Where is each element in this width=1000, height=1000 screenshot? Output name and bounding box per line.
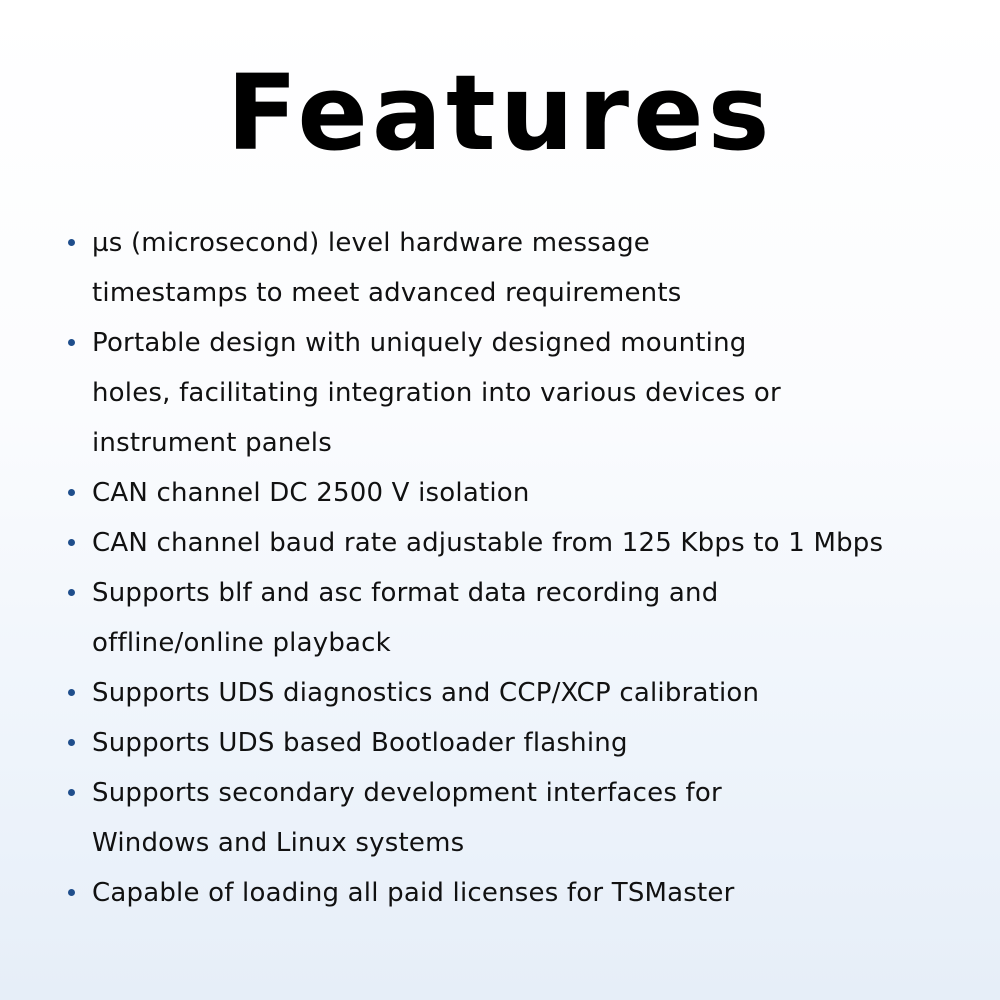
- feature-item: [66, 768, 986, 868]
- feature-line: Supports secondary development interfaces for: [92, 778, 722, 808]
- feature-item: [66, 668, 986, 718]
- feature-item: [66, 718, 986, 768]
- bullet-dot-icon: [68, 539, 75, 546]
- bullet-dot-icon: [68, 339, 75, 346]
- feature-line: holes, facilitating integration into various devices or: [92, 378, 781, 408]
- features-list: [66, 218, 986, 918]
- page-title: Features: [226, 52, 774, 174]
- feature-line: Supports blf and asc format data recording and: [92, 578, 719, 608]
- feature-item: [66, 568, 986, 668]
- feature-line: Supports UDS based Bootloader flashing: [92, 728, 628, 758]
- bullet-dot-icon: [68, 239, 75, 246]
- feature-line: offline/online playback: [92, 628, 391, 658]
- feature-item: [66, 218, 986, 318]
- bullet-dot-icon: [68, 489, 75, 496]
- feature-item: [66, 318, 986, 468]
- feature-line: µs (microsecond) level hardware message: [92, 228, 650, 258]
- bullet-dot-icon: [68, 739, 75, 746]
- feature-item: [66, 518, 986, 568]
- feature-line: Windows and Linux systems: [92, 828, 465, 858]
- feature-item: [66, 868, 986, 918]
- feature-line: Capable of loading all paid licenses for TSMaster: [92, 878, 735, 908]
- feature-line: CAN channel DC 2500 V isolation: [92, 478, 530, 508]
- feature-line: instrument panels: [92, 428, 332, 458]
- bullet-dot-icon: [68, 589, 75, 596]
- feature-item: [66, 468, 986, 518]
- feature-line: Supports UDS diagnostics and CCP/XCP calibration: [92, 678, 760, 708]
- bullet-dot-icon: [68, 689, 75, 696]
- feature-line: Portable design with uniquely designed mounting: [92, 328, 747, 358]
- bullet-dot-icon: [68, 889, 75, 896]
- bullet-dot-icon: [68, 789, 75, 796]
- feature-line: CAN channel baud rate adjustable from 125 Kbps to 1 Mbps: [92, 528, 884, 558]
- feature-line: timestamps to meet advanced requirements: [92, 278, 682, 308]
